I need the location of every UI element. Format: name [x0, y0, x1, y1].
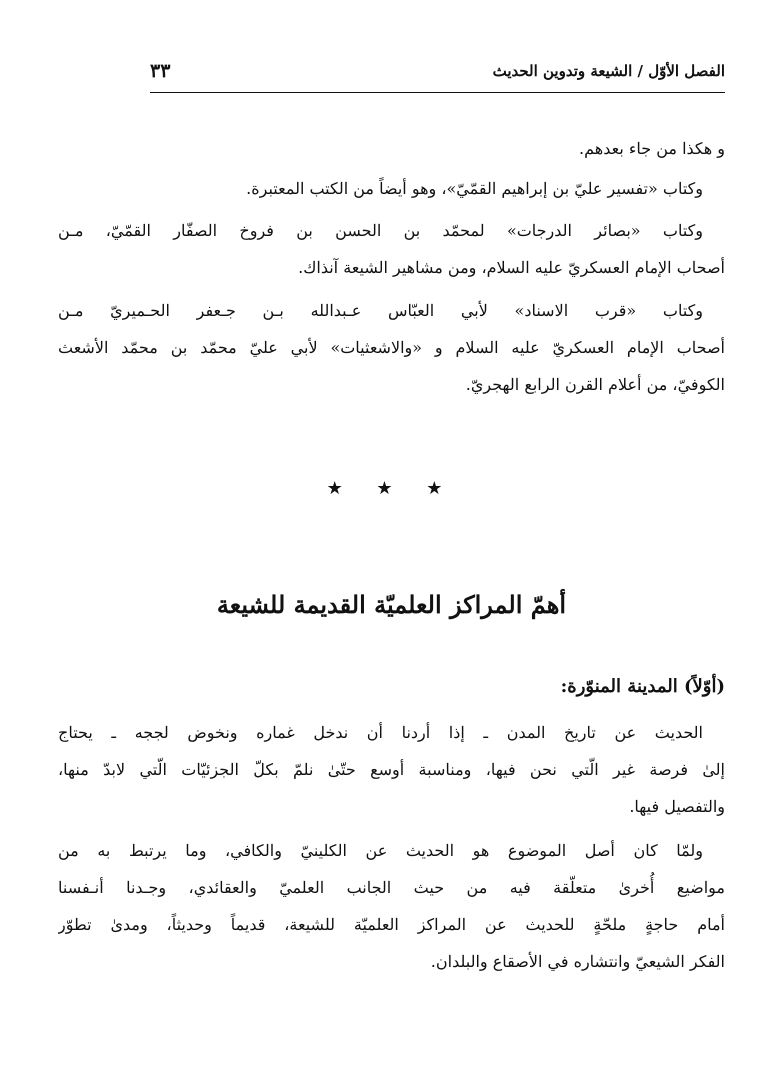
text-line: أصحاب الإمام العسكريّ عليه السلام و «والاشعثيات» لأبي عليّ محمّد بن محمّد الأشعث [58, 338, 725, 357]
running-header [150, 54, 725, 90]
text-line: أمام حاجةٍ ملحّةٍ للحديث عن المراكز العلميّة للشيعة، قديماً وحديثاً، ومدىٰ تطوّر [58, 915, 725, 934]
text-line: إلىٰ فرصة غير الّتي نحن فيها، ومناسبة أوسع حتّىٰ نلمّ بكلّ الجزئيّات الّتي لابدّ منها، [58, 760, 725, 779]
text-line: ولمّا كان أصل الموضوع هو الحديث عن الكلينيّ والكافي، وما يرتبط به من [58, 841, 703, 860]
body-paragraph [58, 130, 725, 167]
text-line: وكتاب «تفسير عليّ بن إبراهيم القمّيّ»، وهو أيضاً من الكتب المعتبرة. [246, 179, 703, 198]
body-paragraph [58, 832, 725, 980]
section-heading: أهمّ المراكز العلميّة القديمة للشيعة [216, 590, 567, 619]
text-line: مواضيع أُخرىٰ متعلّقة فيه من حيث الجانب العلميّ والعقائدي، وجـدنا أنـفسنا [58, 878, 725, 897]
chapter-title: الفصل الأوّل / الشيعة وتدوين الحديث [492, 62, 725, 80]
body-paragraph [58, 212, 725, 286]
page-number: ٣٣ [150, 60, 171, 82]
header-divider [150, 92, 725, 93]
text-line: الفكر الشيعيّ وانتشاره في الأصقاع والبلدان. [430, 952, 725, 971]
text-line: الكوفيّ، من أعلام القرن الرابع الهجريّ. [465, 375, 725, 394]
text-line: و هكذا من جاء بعدهم. [579, 139, 725, 158]
body-paragraph [58, 292, 725, 403]
text-line: والتفصيل فيها. [629, 797, 725, 816]
text-line: الحديث عن تاريخ المدن ـ إذا أردنا أن ندخل غماره ونخوض لججه ـ يحتاج [58, 723, 703, 742]
text-line: وكتاب «بصائر الدرجات» لمحمّد بن الحسن بن فروخ الصفّار القمّيّ، مـن [58, 221, 703, 240]
text-line: وكتاب «قرب الاسناد» لأبي العبّاس عـبدالله بـن جـعفر الحـميريّ مـن [58, 301, 703, 320]
text-line: أصحاب الإمام العسكريّ عليه السلام، ومن مشاهير الشيعة آنذاك. [298, 258, 725, 277]
subsection-heading: (أوّلاً) المدينة المنوّرة: [560, 676, 725, 697]
body-paragraph [58, 170, 703, 207]
body-paragraph [58, 714, 725, 825]
section-separator: ★ ★ ★ [326, 478, 457, 499]
